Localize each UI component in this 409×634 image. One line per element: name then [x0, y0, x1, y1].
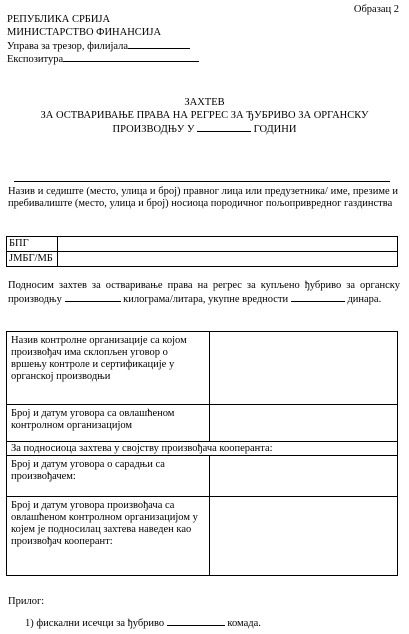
id-table: [6, 236, 398, 267]
applicant-name-line[interactable]: [14, 181, 390, 182]
receipts-count-field[interactable]: [167, 616, 225, 626]
branch-label: Управа за трезор, филијала: [7, 41, 129, 52]
header-office: [7, 52, 199, 65]
details-table: [6, 331, 398, 576]
title-line-3: [0, 122, 409, 135]
title-line-3-start: ПРОИЗВОДЊУ У: [112, 124, 195, 135]
cooperant-heading-row: [7, 442, 398, 456]
request-text-2: килограма/литара, укупне вредности: [123, 294, 289, 306]
issuer-header: [7, 14, 199, 64]
bpg-field[interactable]: [58, 237, 398, 252]
request-text-3: динара.: [347, 294, 382, 306]
applicant-label: Назив и седиште (место, улица и број) правног лица или предузетника/ име, презиме и пребивалиште (место, улица и број) носиоца породичног пољопривредног газдинства: [8, 186, 398, 210]
jmbg-label: ЈМБГ/МБ: [7, 252, 58, 267]
form-title: [0, 97, 409, 135]
bpg-row: [7, 237, 398, 252]
producer-contract-row: [7, 497, 398, 576]
cooperation-contract-label: Број и датум уговора о сарадњи са произвођачем:: [7, 456, 210, 497]
form-number: Образац 2: [353, 4, 399, 15]
control-org-label: Назив контролне организације са којом произвођач има склопљен уговор о вршењу контроле и сертификације у органској производњи: [7, 332, 210, 405]
cooperation-contract-field[interactable]: [210, 456, 398, 497]
quantity-field[interactable]: [65, 292, 121, 302]
control-org-field[interactable]: [210, 332, 398, 405]
producer-contract-label: Број и датум уговора произвођача са овлашћеном контролном организацијом у којем је подносилац захтева наведен као произвођач кооперант:: [7, 497, 210, 576]
header-ministry: МИНИСТАРСТВО ФИНАНСИЈА: [7, 26, 162, 38]
jmbg-field[interactable]: [58, 252, 398, 267]
control-org-row: [7, 332, 398, 405]
control-contract-field[interactable]: [210, 405, 398, 442]
control-contract-row: [7, 405, 398, 442]
attachment-item-1-text: 1) фискални исечци за ђубриво: [25, 618, 165, 629]
request-statement: [8, 280, 400, 306]
request-text-1: Подносим захтев за остваривање права на регрес за купљено ђубриво за органску производњу: [8, 280, 400, 306]
cooperant-heading: За подносиоца захтева у својству произвођача кооперанта:: [7, 442, 398, 456]
header-branch: [7, 39, 199, 52]
jmbg-row: [7, 252, 398, 267]
office-field[interactable]: [63, 52, 199, 62]
producer-contract-field[interactable]: [210, 497, 398, 576]
attachments-heading: Прилог:: [8, 596, 45, 607]
office-label: Експозитура: [7, 53, 64, 65]
title-line-3-end: ГОДИНИ: [253, 124, 297, 135]
title-line-2: ЗА ОСТВАРИВАЊЕ ПРАВА НА РЕГРЕС ЗА ЂУБРИВО ЗА ОРГАНСКУ: [40, 109, 369, 121]
attachment-item-1-end: комада.: [227, 618, 261, 629]
attachment-item-1: [25, 616, 261, 630]
branch-field[interactable]: [128, 39, 190, 49]
bpg-label: БПГ: [7, 237, 58, 252]
title-line-1: ЗАХТЕВ: [184, 97, 225, 108]
value-field[interactable]: [291, 292, 345, 302]
header-republic: РЕПУБЛИКА СРБИЈА: [7, 14, 111, 25]
control-contract-label: Број и датум уговора са овлашћеном контролном организацијом: [7, 405, 210, 442]
year-field[interactable]: [197, 122, 251, 132]
cooperation-contract-row: [7, 456, 398, 497]
